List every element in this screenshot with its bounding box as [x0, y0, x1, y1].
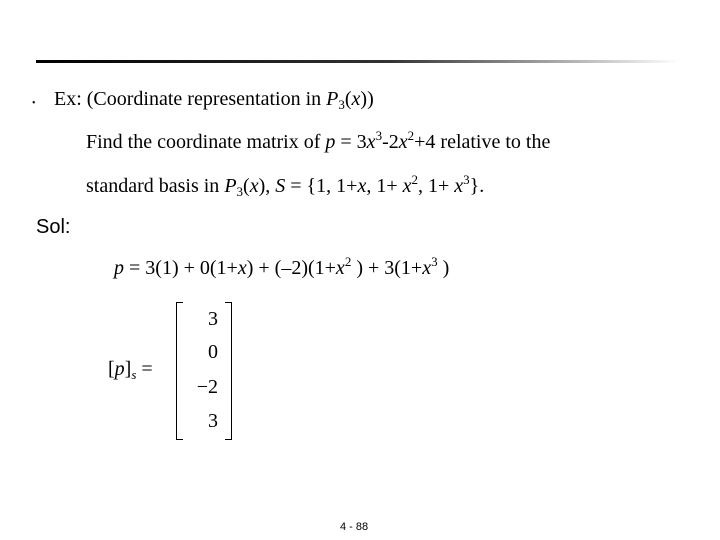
title-rule	[36, 60, 680, 63]
example-heading: Ex: (Coordinate representation in $P_3(x)$)	[54, 88, 374, 112]
bullet-icon: •	[32, 98, 36, 109]
coordinate-matrix	[176, 302, 232, 440]
matrix-entry: 0	[208, 341, 218, 363]
problem-line-2: standard basis in $P_3(x)$, S = {1, 1+x, $1+ x^2$, $1+ x^3$}.	[86, 172, 485, 199]
matrix-entry: 3	[208, 410, 218, 432]
solution-label: Sol:	[36, 216, 71, 238]
matrix-left-bracket	[176, 302, 183, 440]
coordinate-matrix-label: $[p]_s$ =	[108, 358, 153, 382]
matrix-entry: 3	[208, 308, 218, 330]
matrix-right-bracket	[225, 302, 232, 440]
matrix-entry: −2	[196, 376, 218, 398]
page-number: 4 - 88	[340, 521, 369, 533]
solution-equation: $p = 3(1) + 0(1+x) + (-2)(1+x^2$ ) + $3(1+x^3$ )	[114, 254, 450, 279]
problem-line-1: Find the coordinate matrix of $p = 3x^3-2x^2+4$ relative to the	[86, 128, 551, 153]
